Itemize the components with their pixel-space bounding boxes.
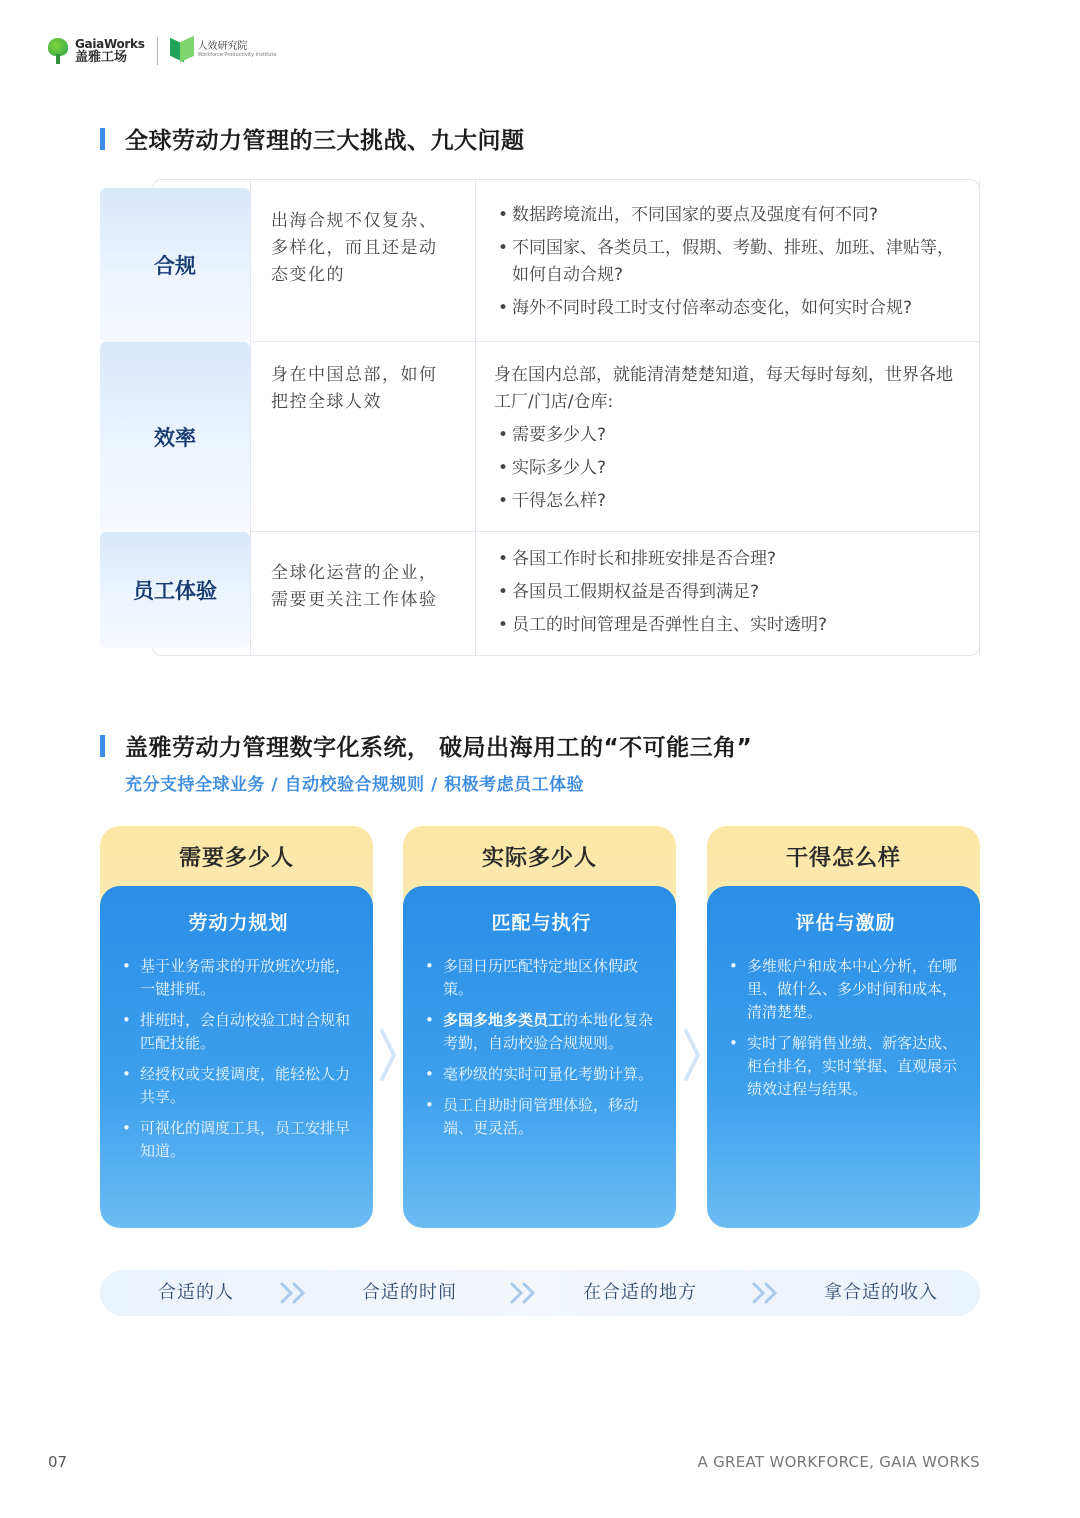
- list-item: • 经授权或支援调度，能轻松人力共享。: [122, 1063, 355, 1109]
- item-text: 多国日历匹配特定地区休假政策。: [443, 957, 639, 998]
- list-item: • 可视化的调度工具，员工安排早知道。: [122, 1117, 355, 1163]
- strip-item: 在合适的地方: [583, 1282, 697, 1303]
- row-desc: 身在中国总部，如何把控全球人效: [250, 342, 475, 532]
- list-item: • 毫秒级的实时可量化考勤计算。: [425, 1063, 658, 1086]
- list-item: • 排班时，会自动校验工时合规和匹配技能。: [122, 1009, 355, 1055]
- double-chevron-icon: [278, 1281, 310, 1305]
- right-fit-strip: [100, 1270, 980, 1316]
- bullet-text: 员工的时间管理是否弹性自主、实时透明?: [512, 615, 828, 635]
- section2-title-text: 盖雅劳动力管理数字化系统， 破局出海用工的“不可能三角”: [125, 735, 753, 761]
- list-item: • 多国多地多类员工的本地化复杂考勤，自动校验合规规则。: [425, 1011, 654, 1052]
- card-title: 评估与激励: [795, 912, 896, 934]
- bullet-text: 各国工作时长和排班安排是否合理?: [512, 549, 777, 569]
- cube-logo-icon: [170, 37, 194, 65]
- item-text: 实时了解销售业绩、新客达成、柜台排名，实时掌握、直观展示绩效过程与结果。: [747, 1034, 958, 1098]
- card-body: [707, 886, 980, 1228]
- card-body: [403, 886, 676, 1228]
- tree-logo-icon: [46, 36, 70, 66]
- title-bar: [100, 735, 105, 757]
- card-title: 劳动力规划: [188, 912, 289, 934]
- logo-divider: [157, 37, 158, 65]
- double-chevron-icon: [750, 1281, 782, 1305]
- item-text: 多维账户和成本中心分析，在哪里、做什么、多少时间和成本，清清楚楚。: [747, 957, 958, 1021]
- row-intro: 身在国内总部，就能清清楚楚知道，每天每时每刻，世界各地工厂/门店/仓库:: [494, 365, 953, 412]
- list-item: • 干得怎么样?: [494, 488, 963, 515]
- card-head: 干得怎么样: [785, 845, 901, 871]
- strip-item: 拿合适的收入: [824, 1282, 938, 1303]
- list-item: • 海外不同时段工时支付倍率动态变化，如何实时合规?: [494, 295, 963, 322]
- card-body: [100, 886, 373, 1228]
- double-chevron-icon: [508, 1281, 540, 1305]
- item-text: 毫秒级的实时可量化考勤计算。: [443, 1065, 654, 1083]
- gaiaworks-logo-text: [75, 37, 145, 65]
- challenges-table: [100, 180, 980, 656]
- logo1-en: GaiaWorks: [75, 37, 145, 51]
- bullet-text: 实际多少人?: [512, 458, 607, 478]
- section2-subtitle: 充分支持全球业务 / 自动校验合规规则 / 积极考虑员工体验: [125, 775, 585, 795]
- list-item: • 员工的时间管理是否弹性自主、实时透明?: [494, 612, 963, 639]
- logo2-en: Workforce Productivity Institute: [197, 52, 277, 58]
- section2-title: [100, 729, 752, 762]
- row-label: 员工体验: [100, 532, 250, 648]
- item-text: 可视化的调度工具，员工安排早知道。: [140, 1119, 351, 1160]
- bullet-text: 需要多少人?: [512, 425, 607, 445]
- institute-logo-text: [198, 42, 277, 60]
- row-details: [475, 532, 980, 656]
- bullet-text: 海外不同时段工时支付倍率动态变化，如何实时合规?: [512, 298, 913, 318]
- row-details: [475, 180, 980, 342]
- card-head: 需要多少人: [178, 845, 294, 871]
- bullet-text: 不同国家、各类员工，假期、考勤、排班、加班、津贴等，如何自动合规?: [512, 238, 954, 285]
- page-number: 07: [48, 1453, 68, 1471]
- list-item: • 员工自助时间管理体验，移动端、更灵活。: [425, 1094, 658, 1140]
- item-text: 员工自助时间管理体验，移动端、更灵活。: [443, 1096, 639, 1137]
- row-desc: 全球化运营的企业，需要更关注工作体验: [250, 532, 475, 656]
- item-text: 的本地化复杂考勤，自动校验合规规则。: [443, 1011, 654, 1052]
- item-bold: 多国多地多类员工: [443, 1011, 564, 1029]
- section1-title-text: 全球劳动力管理的三大挑战、九大问题: [125, 128, 525, 154]
- card-title: 匹配与执行: [491, 912, 592, 934]
- list-item: • 各国工作时长和排班安排是否合理?: [494, 546, 963, 573]
- list-item: • 不同国家、各类员工，假期、考勤、排班、加班、津贴等，如何自动合规?: [494, 235, 963, 289]
- row-label: 合规: [100, 188, 250, 342]
- card-planning: [100, 826, 373, 1228]
- item-text: 经授权或支援调度，能轻松人力共享。: [140, 1065, 351, 1106]
- logo2-cn: 人效研究院: [197, 41, 248, 52]
- list-item: • 需要多少人?: [494, 422, 963, 449]
- chevron-right-icon: [378, 1025, 398, 1085]
- row-desc: 出海合规不仅复杂、多样化，而且还是动态变化的: [250, 180, 475, 342]
- card-evaluation: [707, 826, 980, 1228]
- list-item: • 多国日历匹配特定地区休假政策。: [425, 955, 658, 1001]
- list-item: • 基于业务需求的开放班次功能，一键排班。: [122, 955, 355, 1001]
- table-row: [100, 180, 980, 342]
- card-execution: [403, 826, 676, 1228]
- bullet-text: 数据跨境流出，不同国家的要点及强度有何不同?: [512, 205, 879, 225]
- list-item: • 数据跨境流出，不同国家的要点及强度有何不同?: [494, 202, 963, 229]
- list-item: • 实际多少人?: [494, 455, 963, 482]
- strip-item: 合适的人: [158, 1282, 234, 1303]
- list-item: • 实时了解销售业绩、新客达成、柜台排名，实时掌握、直观展示绩效过程与结果。: [729, 1032, 962, 1101]
- section1-title: [100, 122, 525, 155]
- bullet-text: 干得怎么样?: [512, 491, 607, 511]
- footer-slogan: A GREAT WORKFORCE, GAIA WORKS: [697, 1453, 980, 1471]
- title-bar: [100, 128, 105, 150]
- table-row: [100, 342, 980, 532]
- table-row: [100, 532, 980, 656]
- list-item: • 各国员工假期权益是否得到满足?: [494, 579, 963, 606]
- logo1-cn: 盖雅工场: [75, 50, 128, 65]
- chevron-right-icon: [682, 1025, 702, 1085]
- item-text: 基于业务需求的开放班次功能，一键排班。: [140, 957, 351, 998]
- row-label: 效率: [100, 342, 250, 532]
- bullet-text: 各国员工假期权益是否得到满足?: [512, 582, 760, 602]
- strip-item: 合适的时间: [362, 1282, 457, 1303]
- list-item: • 多维账户和成本中心分析，在哪里、做什么、多少时间和成本，清清楚楚。: [729, 955, 962, 1024]
- row-details: [475, 342, 980, 532]
- item-text: 排班时，会自动校验工时合规和匹配技能。: [140, 1011, 351, 1052]
- header-logos: [46, 36, 276, 66]
- card-head: 实际多少人: [481, 845, 597, 871]
